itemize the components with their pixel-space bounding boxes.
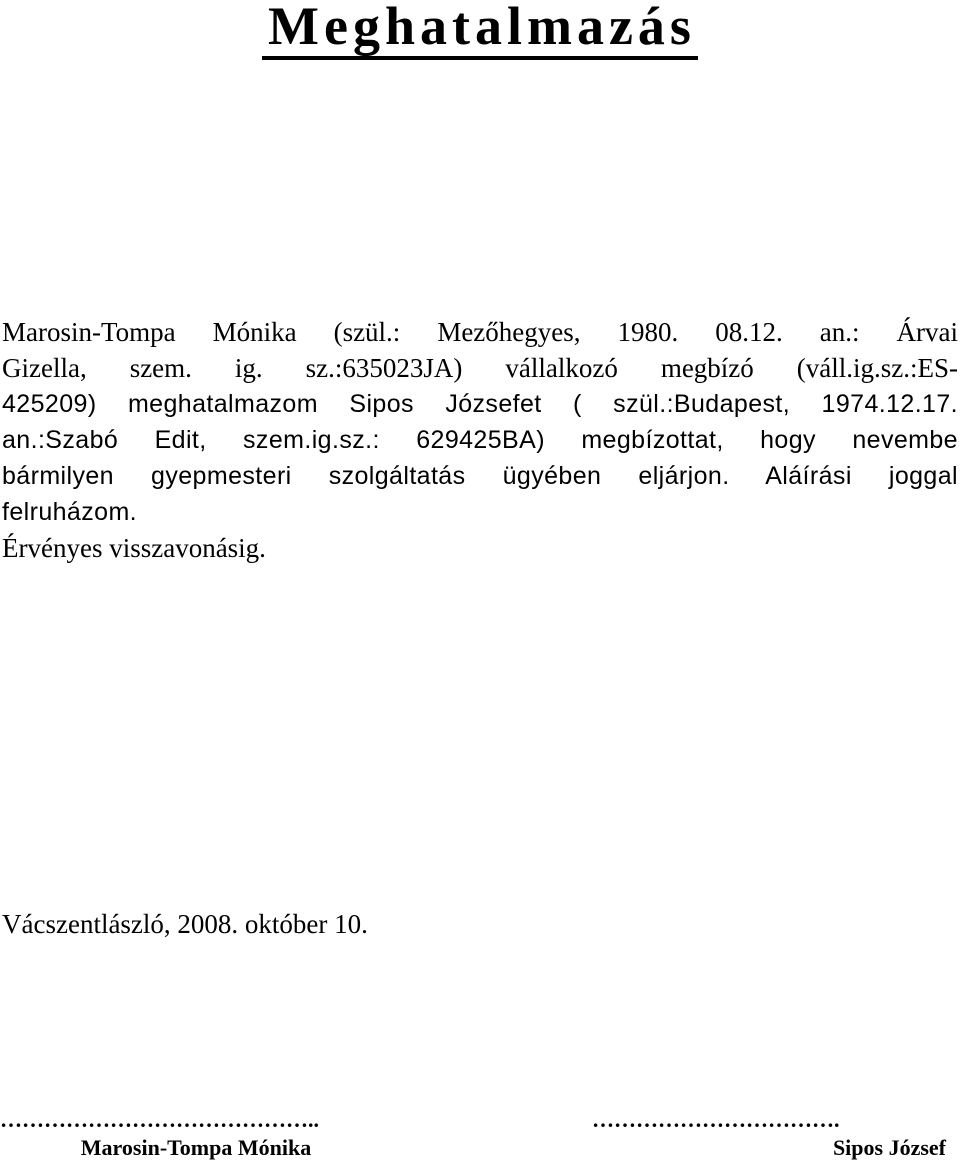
signature-name-agent: Sipos József bbox=[832, 1135, 946, 1160]
body-line-5: bármilyen gyepmesteri szolgáltatás ügyében eljárjon. Aláírási joggal bbox=[2, 462, 958, 490]
signature-name-principal: Marosin-Tompa Mónika bbox=[80, 1135, 312, 1160]
signature-block-agent bbox=[592, 1106, 952, 1162]
document-title bbox=[0, 0, 960, 58]
date-place-line: Vácszentlászló, 2008. október 10. bbox=[2, 909, 368, 939]
signature-line-agent: ……………………………. bbox=[592, 1107, 840, 1132]
signature-line-principal: …………………………………….. bbox=[0, 1107, 319, 1132]
authorization-text bbox=[2, 314, 958, 566]
document-title-text: Meghatalmazás bbox=[262, 0, 698, 60]
body-line-3: 425209) meghatalmazom Sipos Józsefet ( szül.:Budapest, 1974.12.17. bbox=[2, 390, 958, 418]
body-line-6: felruházom. bbox=[2, 498, 138, 526]
signature-block-principal bbox=[0, 1106, 392, 1162]
body-line-2: Gizella, szem. ig. sz.:635023JA) vállalkozó megbízó (váll.ig.sz.:ES- bbox=[2, 353, 958, 383]
body-line-1: Marosin-Tompa Mónika (szül.: Mezőhegyes, 1980. 08.12. an.: Árvai bbox=[2, 317, 958, 347]
body-line-4: an.:Szabó Edit, szem.ig.sz.: 629425BA) megbízottat, hogy nevembe bbox=[2, 426, 958, 454]
validity-statement: Érvényes visszavonásig. bbox=[2, 533, 266, 563]
